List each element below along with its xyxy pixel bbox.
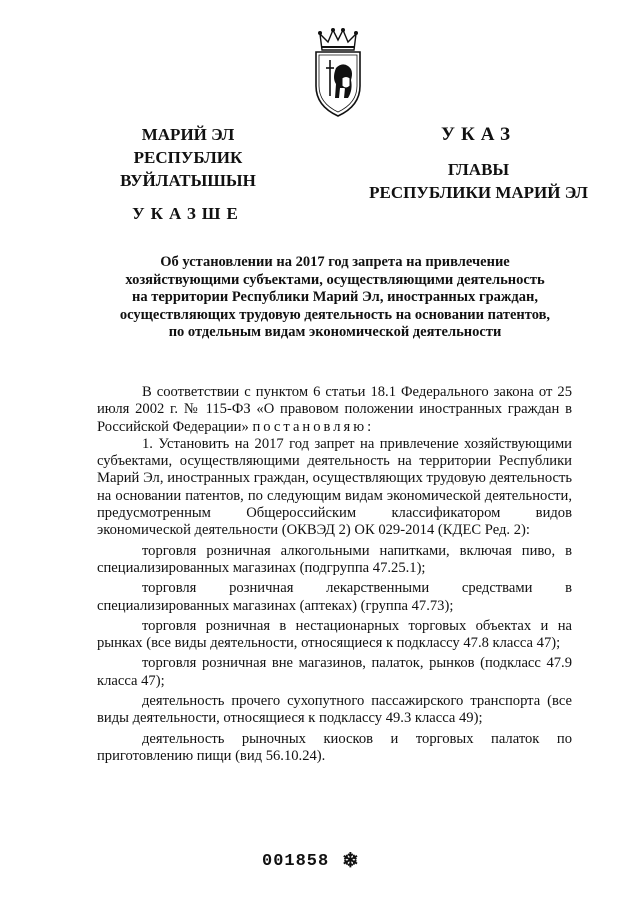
- decree-title: [95, 254, 575, 342]
- header-right-line3: РЕСПУБЛИКИ МАРИЙ ЭЛ: [369, 183, 588, 202]
- preamble: [97, 384, 572, 436]
- header-left-line3: УКАЗШЕ: [132, 204, 244, 223]
- snowflake-icon: ❄: [342, 850, 359, 872]
- header-left: [88, 123, 288, 225]
- decree-word: постановляю:: [252, 418, 375, 435]
- list-item: деятельность прочего сухопутного пассажирского транспорта (все виды деятельности, относящиеся к подклассу 49.3 класса 49);: [97, 693, 572, 727]
- header-right-line2: ГЛАВЫ: [447, 160, 510, 179]
- header-right: [356, 123, 601, 204]
- header-right-line1: УКАЗ: [441, 124, 516, 145]
- coat-of-arms-icon: [298, 28, 378, 118]
- clause-1: 1. Установить на 2017 год запрет на привлечение хозяйствующими субъектами, осуществляющими деятельность на территории Республики Марий Эл, иностранных граждан, осуществляющих трудовую деятельность на основании патентов, по следующим видам экономической деятельности, предусмотренным Общероссийским классификатором видов экономической деятельности (ОКВЭД 2) ОК 029-2014 (КДЕС Ред. 2):: [97, 435, 572, 539]
- decree-body: [97, 384, 572, 765]
- list-item: торговля розничная алкогольными напитками, включая пиво, в специализированных магазинах (подгруппа 47.25.1);: [97, 542, 572, 576]
- header-left-line2: ВУЙЛАТЫШЫН: [120, 171, 256, 190]
- title-line: осуществляющих трудовую деятельность на основании патентов,: [119, 306, 551, 323]
- serial-number: 001858: [262, 852, 330, 871]
- title-line: по отдельным видам экономической деятельности: [168, 324, 502, 340]
- title-line: хозяйствующими субъектами, осуществляющими деятельность: [125, 271, 545, 288]
- header-left-line1: МАРИЙ ЭЛ РЕСПУБЛИК: [133, 125, 243, 167]
- preamble-text: В соответствии с пунктом 6 статьи 18.1 Федерального закона от 25 июля 2002 г. № 115-ФЗ «О правовом положении иностранных граждан в Российской Федерации»: [97, 384, 572, 435]
- title-line: Об установлении на 2017 год запрета на привлечение: [160, 254, 510, 270]
- list-item: торговля розничная вне магазинов, палаток, рынков (подкласс 47.9 класса 47);: [97, 655, 572, 689]
- list-item: деятельность рыночных киосков и торговых палаток по приготовлению пищи (вид 56.10.24).: [97, 730, 572, 764]
- list-item: торговля розничная в нестационарных торговых объектах и на рынках (все виды деятельности, относящиеся к подклассу 47.8 класса 47);: [97, 617, 572, 652]
- list-item: торговля розничная лекарственными средствами в специализированных магазинах (аптеках) (группа 47.73);: [97, 580, 572, 614]
- title-line: на территории Республики Марий Эл, иностранных граждан,: [132, 289, 538, 305]
